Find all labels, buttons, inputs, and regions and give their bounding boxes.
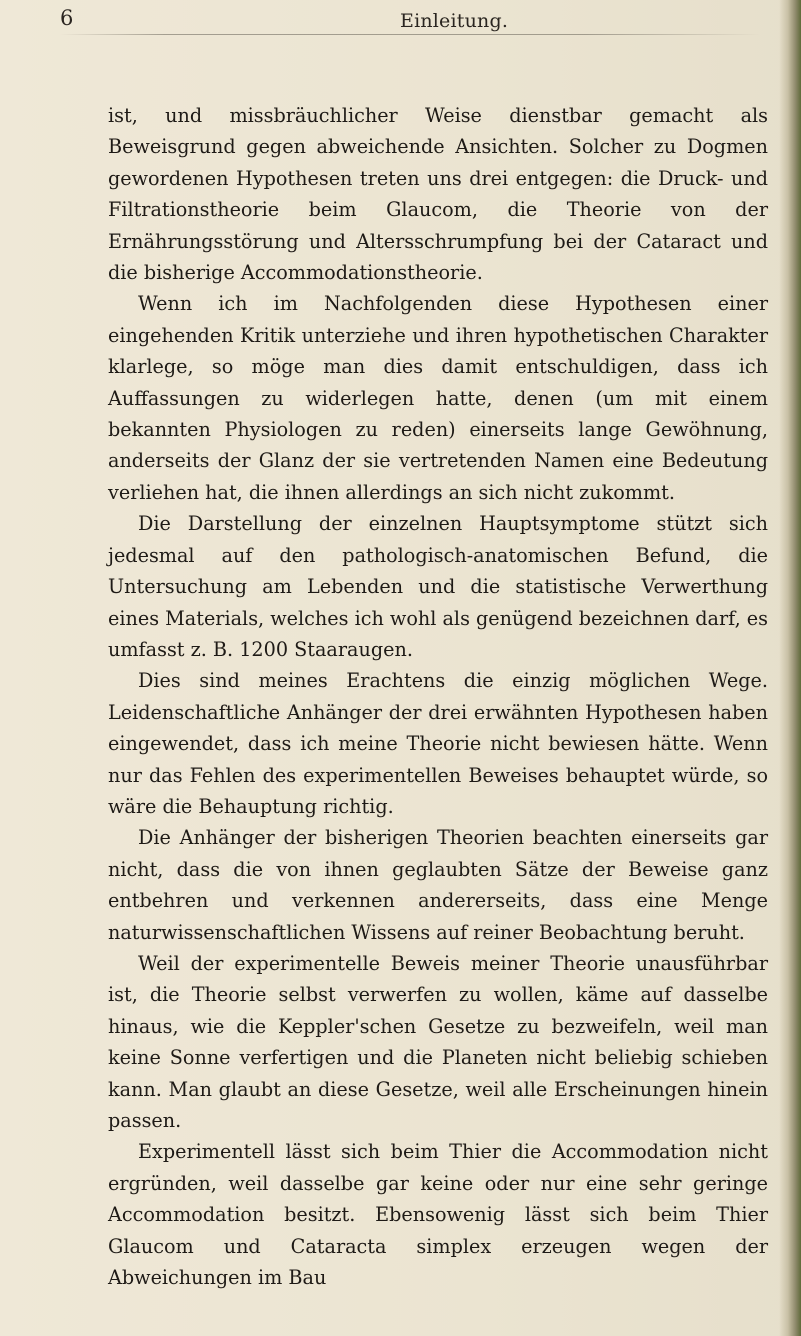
page-edge-shadow xyxy=(779,0,801,1336)
body-text xyxy=(108,100,768,1293)
page-header xyxy=(60,6,760,36)
page-number: 6 xyxy=(60,6,74,30)
paragraph-1: ist, und missbräuchlicher Weise dienstbar gemacht als Beweisgrund gegen abweichende Ansichten. Solcher zu Dogmen gewordenen Hypothesen treten uns drei entgegen: die Druck- und Filtrationstheorie beim Glaucom, die Theorie von der Ernährungsstörung und Altersschrumpfung bei der Cataract und die bisherige Accommodationstheorie. xyxy=(108,104,768,285)
paragraph-2: Wenn ich im Nachfolgenden diese Hypothesen einer eingehenden Kritik unterziehe und ihren hypothetischen Charakter klarlege, so möge man dies damit entschuldigen, dass ich Auffassungen zu widerlegen hatte, denen (um mit einem bekannten Physiologen zu reden) einerseits lange Gewöhnung, anderseits der Glanz der sie vertretenden Namen eine Bedeutung verliehen hat, die ihnen allerdings an sich nicht zukommt. xyxy=(108,292,768,504)
paragraph-4: Dies sind meines Erachtens die einzig möglichen Wege. Leidenschaftliche Anhänger der drei erwähnten Hypothesen haben eingewendet, dass ich meine Theorie nicht bewiesen hätte. Wenn nur das Fehlen des experimentellen Beweises behauptet würde, so wäre die Behauptung richtig. xyxy=(108,669,768,818)
paragraph-6: Weil der experimentelle Beweis meiner Theorie unausführbar ist, die Theorie selbst verwerfen zu wollen, käme auf dasselbe hinaus, wie die Keppler'schen Gesetze zu bezweifeln, weil man keine Sonne verfertigen und die Planeten nicht beliebig schieben kann. Man glaubt an diese Gesetze, weil alle Erscheinungen hinein passen. xyxy=(108,951,768,1132)
header-rule xyxy=(60,34,760,35)
paragraph-3: Die Darstellung der einzelnen Hauptsymptome stützt sich jedesmal auf den pathologisch-anatomischen Befund, die Untersuchung am Lebenden und die statistische Verwerthung eines Materials, welches ich wohl als genügend bezeichnen darf, es umfasst z. B. 1200 Staaraugen. xyxy=(108,512,768,661)
paragraph-5: Die Anhänger der bisherigen Theorien beachten einerseits gar nicht, dass die von ihnen geglaubten Sätze der Beweise ganz entbehren und verkennen andererseits, dass eine Menge naturwissenschaftlichen Wissens auf reiner Beobachtung beruht. xyxy=(108,826,768,944)
paragraph-7: Experimentell lässt sich beim Thier die Accommodation nicht ergründen, weil dasselbe gar keine oder nur eine sehr geringe Accommodation besitzt. Ebensowenig lässt sich beim Thier Glaucom und Cataracta simplex erzeugen wegen der Abweichungen im Bau xyxy=(108,1140,768,1290)
running-title: Einleitung. xyxy=(400,10,509,32)
